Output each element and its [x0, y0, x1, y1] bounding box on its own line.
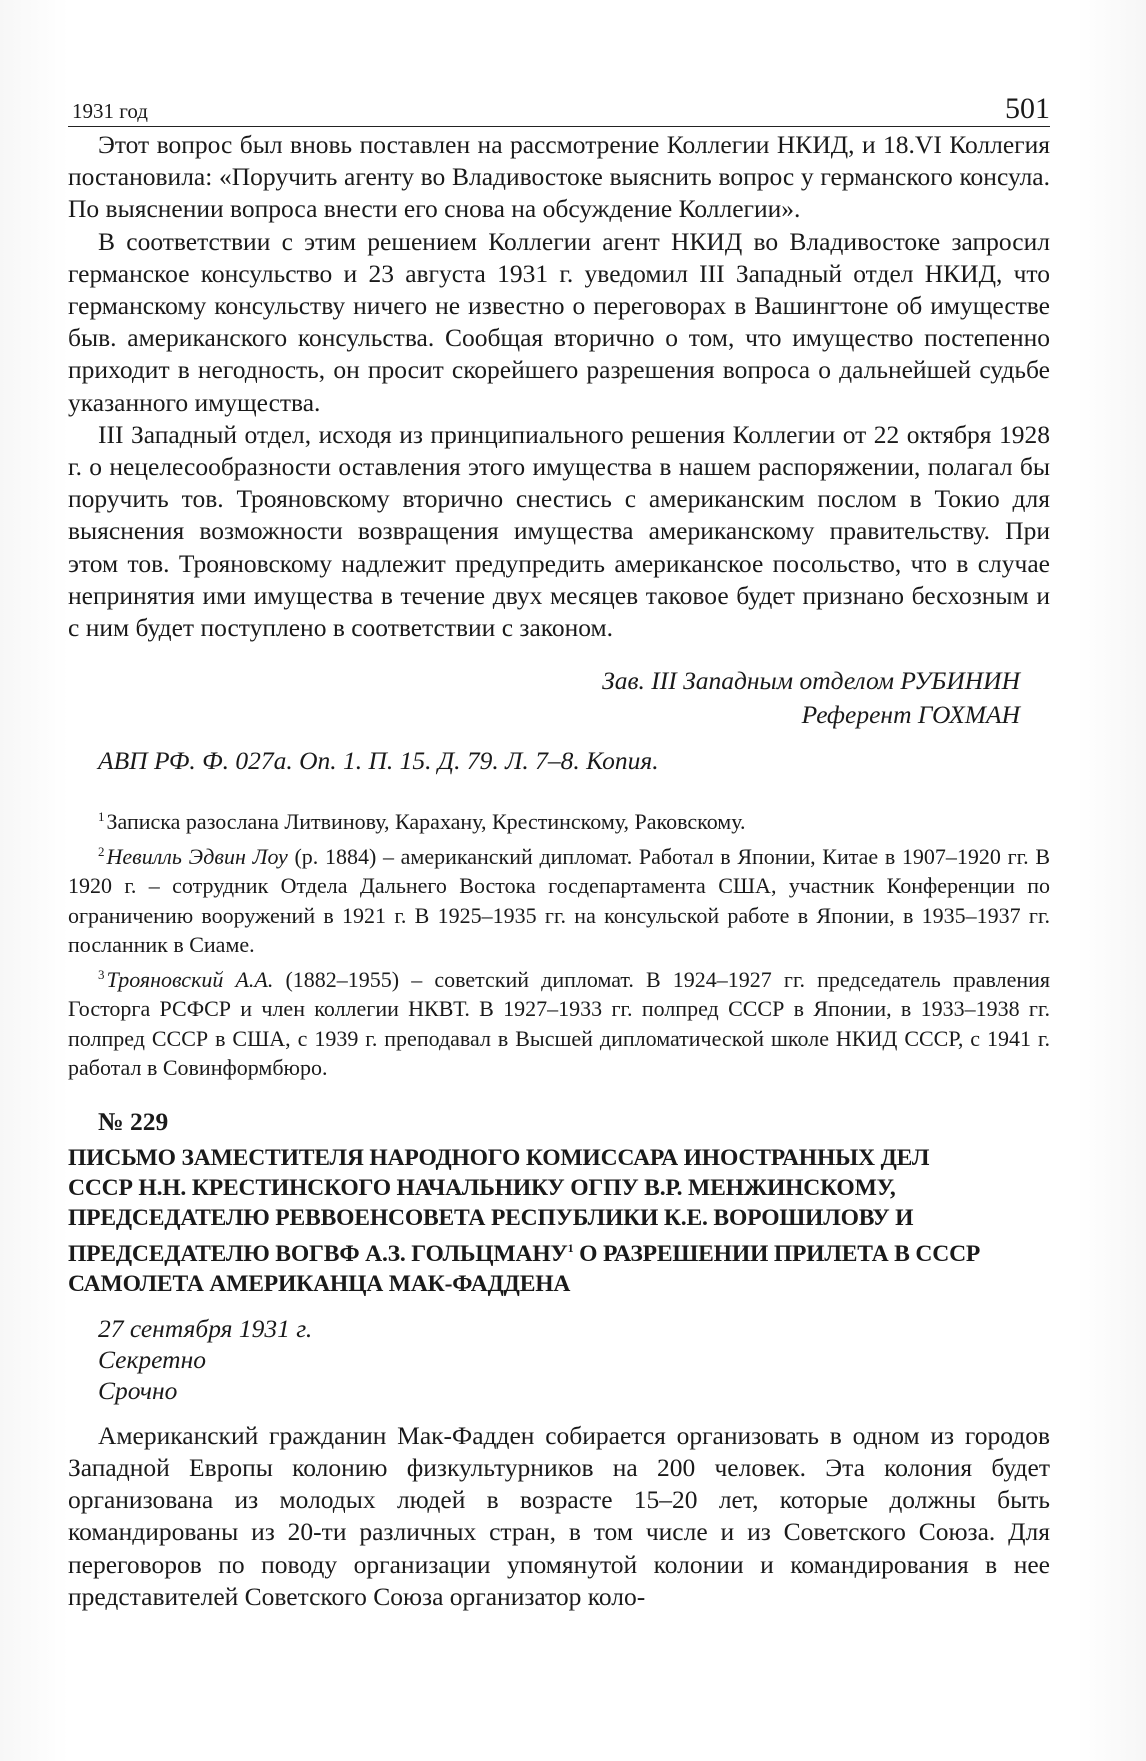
footnote-marker: 3 [98, 966, 105, 982]
running-header [68, 82, 1050, 127]
footnote-name: Невилль Эдвин Лоу [106, 843, 288, 869]
footnote-marker: 2 [98, 843, 105, 859]
document-date: 27 сентября 1931 г. [98, 1313, 313, 1343]
signature-head: Зав. III Западным отделом РУБИНИН [602, 666, 1020, 696]
archive-reference: АВП РФ. Ф. 027а. Оп. 1. П. 15. Д. 79. Л. 7–8. Копия. [98, 746, 659, 776]
title-line: ПИСЬМО ЗАМЕСТИТЕЛЯ НАРОДНОГО КОМИССАРА ИНОСТРАННЫХ ДЕЛ [68, 1144, 930, 1171]
title-line: ПРЕДСЕДАТЕЛЮ РЕВВОЕНСОВЕТА РЕСПУБЛИКИ К.Е. ВОРОШИЛОВУ И [68, 1204, 914, 1231]
title-line: САМОЛЕТА АМЕРИКАНЦА МАК-ФАДДЕНА [68, 1270, 571, 1297]
page-number: 501 [1005, 92, 1050, 125]
document-meta [68, 1313, 1050, 1406]
paragraph: III Западный отдел, исходя из принципиального решения Коллегии от 22 октября 1928 г. о нецелесообразности оставления этого имущества в нашем распоряжении, полагал бы поручить тов. Трояновскому вторично снестись с американским послом в Токио для выяснения возможности возвращения имущества американскому правительству. При этом тов. Трояновскому надлежит предупредить американское посольство, что в случае непринятия ими имущества в течение двух месяцев таковое будет признано бесхозным и с ним будет поступлено в соответствии с законом. [68, 419, 1050, 643]
letter-body [68, 1420, 1050, 1613]
footnote [68, 837, 1050, 960]
title-line [68, 1233, 1050, 1269]
paragraph: Американский гражданин Мак-Фадден собирается организовать в одном из городов Западной Европы колонию физкультурников на 200 человек. Эта колония будет организована из молодых людей в возрасте 15–20 лет, которые должны быть командированы из 20-ти различных стран, в том числе и из Советского Союза. Для переговоров по поводу организации упомянутой колонии и командирования в нее представителей Советского Союза организатор коло- [68, 1420, 1050, 1611]
header-year: 1931 год [72, 99, 148, 123]
title-footnote-marker: 1 [567, 1240, 574, 1255]
footnote-text: (1882–1955) – советский дипломат. В 1924–1927 гг. председатель правления Госторга РСФСР и член коллегии НКВТ. В 1927–1933 гг. полпред СССР в Японии, в 1933–1938 гг. полпред СССР в США, с 1939 г. преподавал в Высшей дипломатической школе НКИД СССР, с 1941 г. работал в Совинформбюро. [68, 966, 1051, 1081]
document-title [68, 1143, 1050, 1299]
footnote-marker: 1 [98, 809, 105, 825]
document-number: № 229 [98, 1106, 169, 1136]
paragraph: Этот вопрос был вновь поставлен на рассмотрение Коллегии НКИД, и 18.VI Коллегия постановила: «Поручить агенту во Владивостоке выяснить вопрос у германского консула. По выяснении вопроса внести его снова на обсуждение Коллегии». [68, 130, 1050, 224]
footnote-name: Трояновский А.А. [106, 966, 274, 992]
signature-block [68, 664, 1050, 732]
footnote [68, 960, 1050, 1083]
main-text [68, 129, 1050, 644]
paragraph: В соответствии с этим решением Коллегии агент НКИД во Владивостоке запросил германское консульство и 23 августа 1931 г. уведомил III Западный отдел НКИД, что германскому консульству ничего не известно о переговорах в Вашингтоне об имуществе быв. американского консульства. Сообщая вторично о том, что имущество постепенно приходит в негодность, он просит скорейшего разрешения вопроса о дальнейшей судьбе указанного имущества. [68, 226, 1050, 417]
title-line-part: О РАЗРЕШЕНИИ ПРИЛЕТА В СССР [579, 1240, 981, 1267]
footnote-text: Записка разослана Литвинову, Карахану, Крестинскому, Раковскому. [106, 809, 746, 835]
secrecy-mark: Секретно [98, 1344, 206, 1374]
footnote-text: (р. 1884) – американский дипломат. Работал в Японии, Китае в 1907–1920 гг. В 1920 г. – сотрудник Отдела Дальнего Востока госдепартамента США, участник Конференции по ограничению вооружений в 1921 г. В 1925–1935 гг. на консульской работе в Японии, в 1935–1937 гг. посланник в Сиаме. [68, 843, 1050, 958]
signature-referent: Референт ГОХМАН [801, 700, 1020, 730]
title-line-part: ПРЕДСЕДАТЕЛЮ ВОГВФ А.З. ГОЛЬЦМАНУ [68, 1240, 568, 1267]
footnotes [68, 802, 1050, 1083]
footnote [68, 802, 1050, 837]
title-line: СССР Н.Н. КРЕСТИНСКОГО НАЧАЛЬНИКУ ОГПУ В.Р. МЕНЖИНСКОМУ, [68, 1174, 896, 1201]
urgency-mark: Срочно [98, 1375, 178, 1405]
